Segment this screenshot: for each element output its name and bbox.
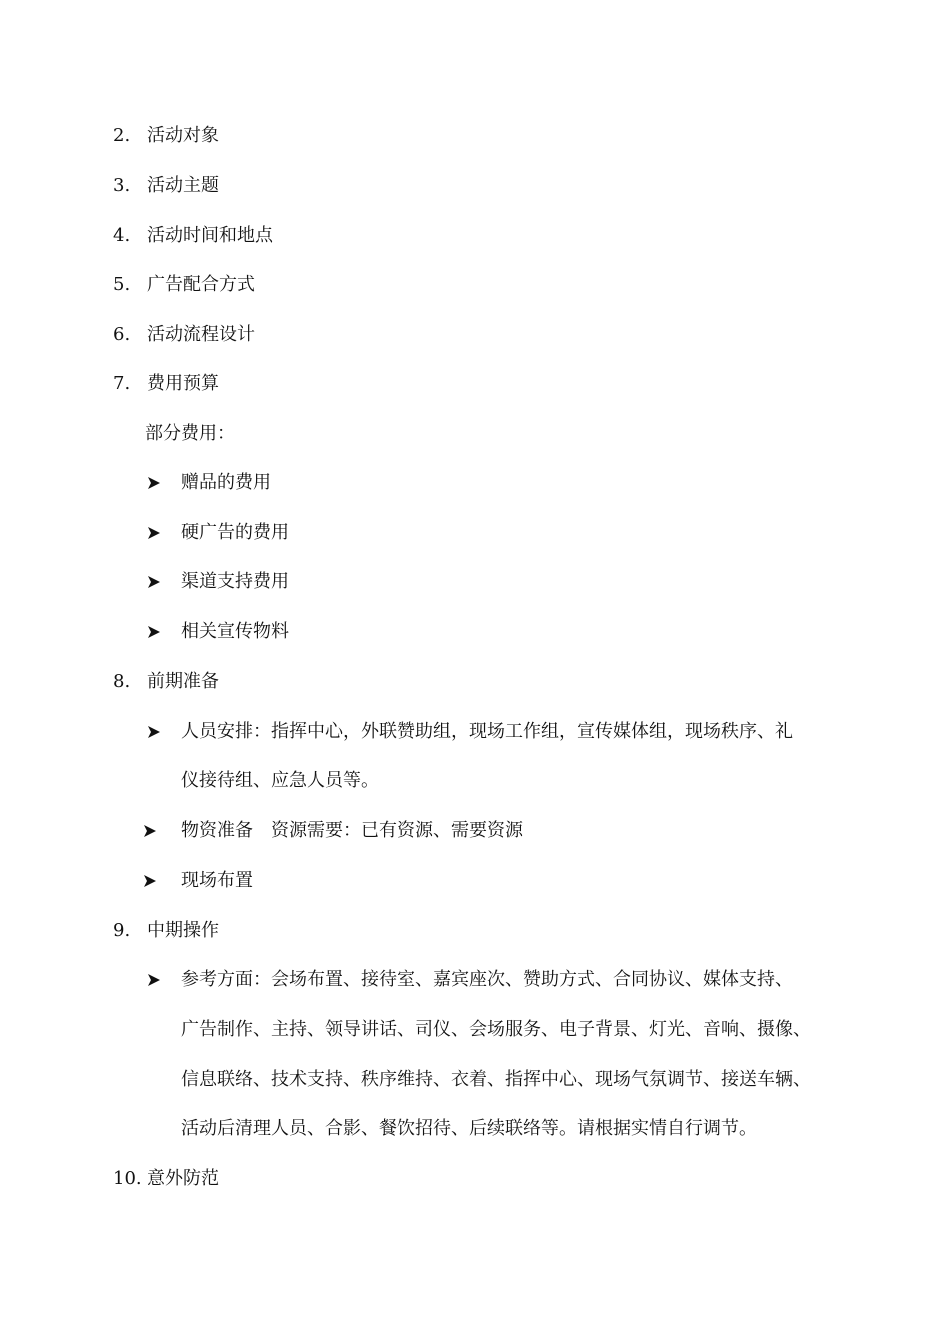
budget-intro: 部分费用： (145, 423, 235, 444)
mid-reference-line: 信息联络、技术支持、秩序维持、衣着、指挥中心、现场气氛调节、接送车辆、 (181, 1069, 811, 1090)
item-number: 8. (113, 671, 131, 692)
prep-personnel-line: 仪接待组、应急人员等。 (181, 770, 379, 791)
arrowhead-bullet-icon (143, 869, 157, 893)
item-number: 6. (113, 324, 131, 345)
arrowhead-bullet-icon (147, 968, 161, 992)
arrowhead-bullet-icon (147, 620, 161, 644)
prep-materials: 物资准备 资源需要：已有资源、需要资源 (181, 820, 523, 841)
item-heading: 费用预算 (147, 373, 219, 394)
item-number: 7. (113, 373, 131, 394)
item-heading: 活动流程设计 (147, 324, 255, 345)
arrowhead-bullet-icon (147, 471, 161, 495)
prep-venue: 现场布置 (181, 870, 253, 891)
item-heading: 活动主题 (147, 175, 219, 196)
mid-reference-line: 活动后清理人员、合影、餐饮招待、后续联络等。请根据实情自行调节。 (181, 1118, 757, 1139)
prep-personnel-line: 人员安排：指挥中心，外联赞助组，现场工作组，宣传媒体组，现场秩序、礼 (181, 721, 793, 742)
item-number: 3. (113, 175, 131, 196)
item-heading: 意外防范 (147, 1168, 219, 1189)
item-number: 2. (113, 125, 131, 146)
budget-bullet-item: 硬广告的费用 (181, 522, 289, 543)
arrowhead-bullet-icon (147, 570, 161, 594)
mid-reference-line: 广告制作、主持、领导讲话、司仪、会场服务、电子背景、灯光、音响、摄像、 (181, 1019, 811, 1040)
item-heading: 活动时间和地点 (147, 225, 273, 246)
item-heading: 前期准备 (147, 671, 219, 692)
budget-bullet-item: 相关宣传物料 (181, 621, 289, 642)
item-heading: 广告配合方式 (147, 274, 255, 295)
item-number: 4. (113, 225, 131, 246)
mid-reference-line: 参考方面：会场布置、接待室、嘉宾座次、赞助方式、合同协议、媒体支持、 (181, 969, 793, 990)
budget-bullet-item: 渠道支持费用 (181, 571, 289, 592)
arrowhead-bullet-icon (143, 819, 157, 843)
arrowhead-bullet-icon (147, 521, 161, 545)
item-heading: 中期操作 (147, 920, 219, 941)
arrowhead-bullet-icon (147, 720, 161, 744)
item-number: 9. (113, 920, 131, 941)
item-number: 5. (113, 274, 131, 295)
budget-bullet-item: 赠品的费用 (181, 472, 271, 493)
item-number: 10. (113, 1168, 142, 1189)
item-heading: 活动对象 (147, 125, 219, 146)
